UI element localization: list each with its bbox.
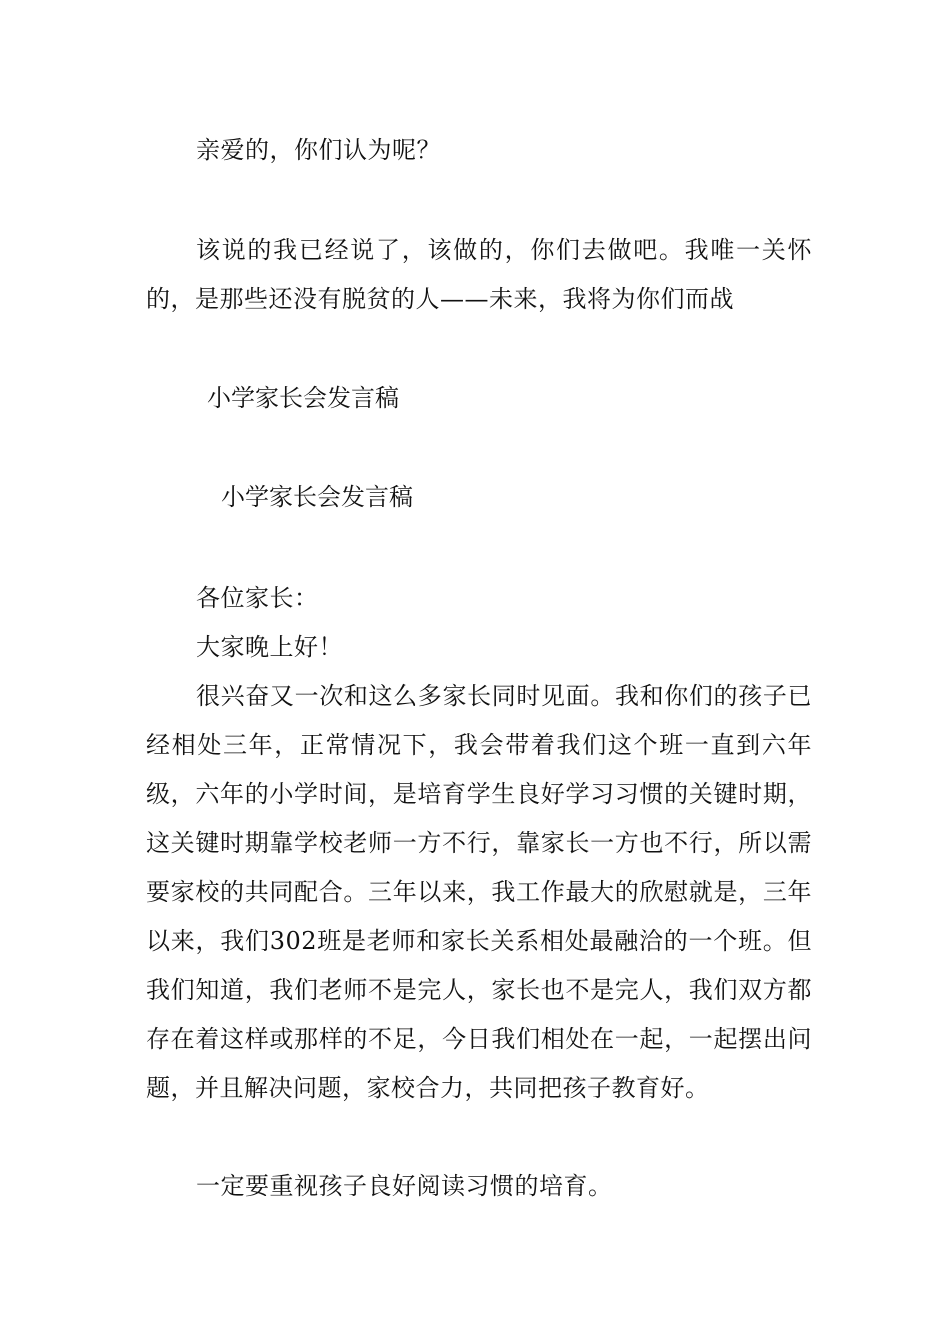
salutation-line: 大家晚上好！ <box>196 633 343 661</box>
document-title: 小学家长会发言稿 <box>207 384 399 412</box>
paragraph-closing-question: 亲爱的，你们认为呢？ <box>196 136 441 164</box>
paragraph-reading-habit: 一定要重视孩子良好阅读习惯的培育。 <box>196 1172 613 1200</box>
document-subtitle: 小学家长会发言稿 <box>221 483 413 511</box>
paragraph-main-body: 很兴奋又一次和这么多家长同时见面。我和你们的孩子已经相处三年，正常情况下，我会带着我们这个班一直到六年级，六年的小学时间，是培育学生良好学习习惯的关键时期，这关键时期靠学校老师一方不行，靠家长一方也不行，所以需要家校的共同配合。三年以来，我工作最大的欣慰就是，三年以来，我们302班是老师和家长关系相处最融洽的一个班。但我们知道，我们老师不是完人，家长也不是完人，我们双方都存在着这样或那样的不足，今日我们相处在一起，一起摆出问题，并且解决问题，家校合力，共同把孩子教育好。 <box>146 682 812 1102</box>
paragraph-farewell: 该说的我已经说了，该做的，你们去做吧。我唯一关怀的，是那些还没有脱贫的人——未来，我将为你们而战 <box>146 236 812 313</box>
greeting-line: 各位家长： <box>196 584 319 612</box>
